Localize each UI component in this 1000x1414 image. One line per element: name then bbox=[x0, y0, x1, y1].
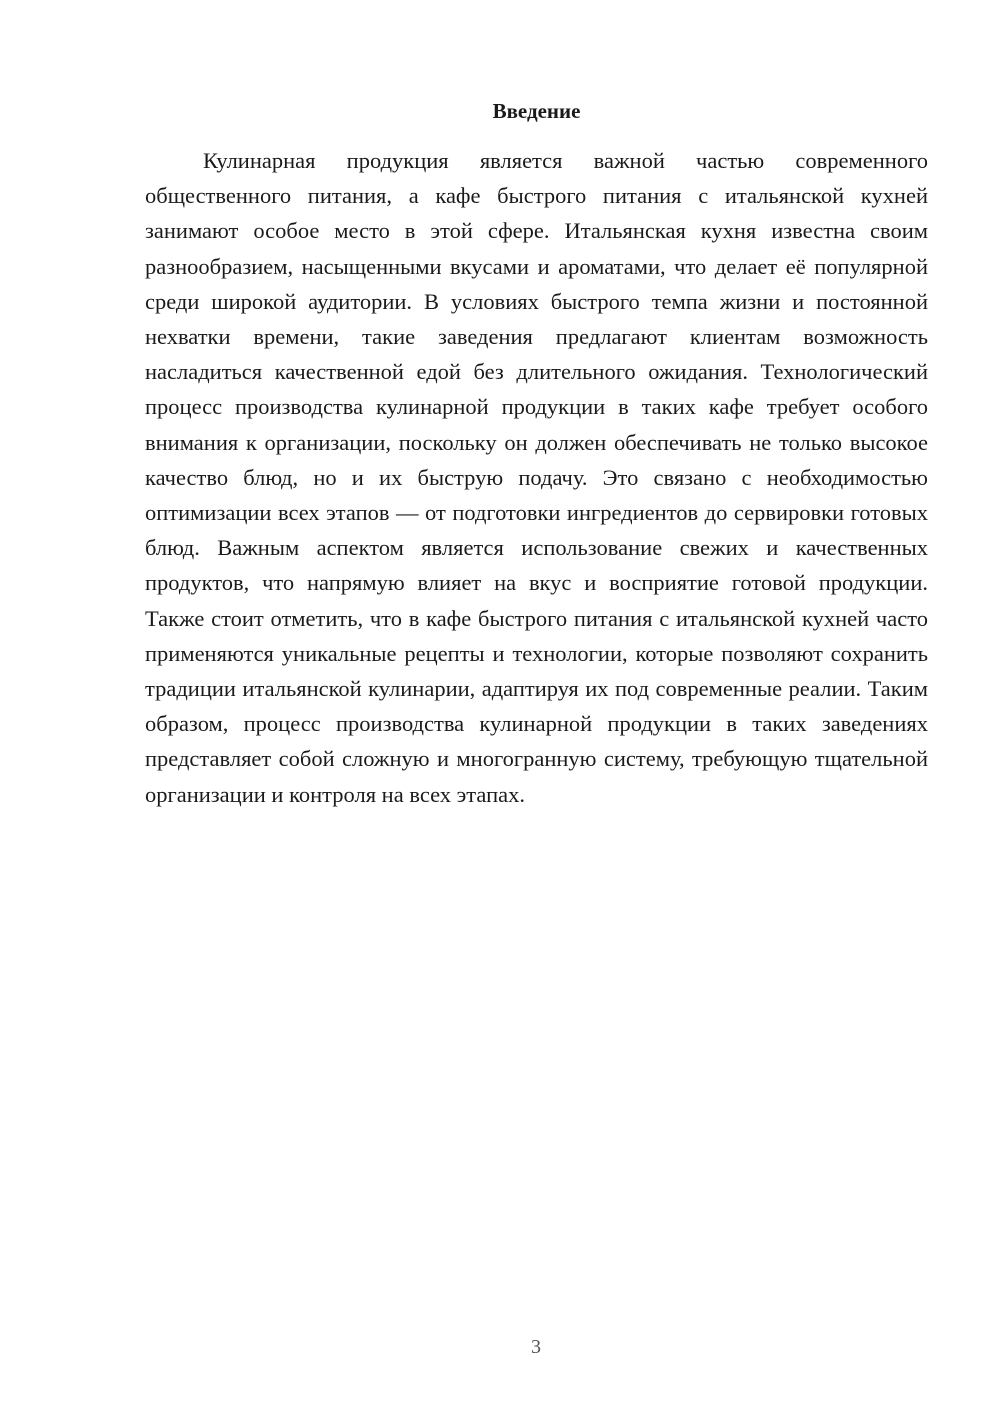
page-number: 3 bbox=[531, 1336, 541, 1358]
section-title: Введение bbox=[492, 99, 581, 123]
body-paragraph: Кулинарная продукция является важной частью современного общественного питания, а кафе быстрого питания с итальянской кухней занимают особое место в этой сфере. Итальянская кухня известна своим разнообразием, насыщенными вкусами и ароматами, что делает её популярной среди широкой аудитории. В условиях быстрого темпа жизни и постоянной нехватки времени, такие заведения предлагают клиентам возможность насладиться качественной едой без длительного ожидания. Технологический процесс производства кулинарной продукции в таких кафе требует особого внимания к организации, поскольку он должен обеспечивать не только высокое качество блюд, но и их быструю подачу. Это связано с необходимостью оптимизации всех этапов — от подготовки ингредиентов до сервировки готовых блюд. Важным аспектом является использование свежих и качественных продуктов, что напрямую влияет на вкус и восприятие готовой продукции. Также стоит отметить, что в кафе быстрого питания с итальянской кухней часто применяются уникальные рецепты и технологии, которые позволяют сохранить традиции итальянской кулинарии, адаптируя их под современные реалии. Таким образом, процесс производства кулинарной продукции в таких заведениях представляет собой сложную и многогранную систему, требующую тщательной организации и контроля на всех этапах. bbox=[145, 148, 928, 807]
